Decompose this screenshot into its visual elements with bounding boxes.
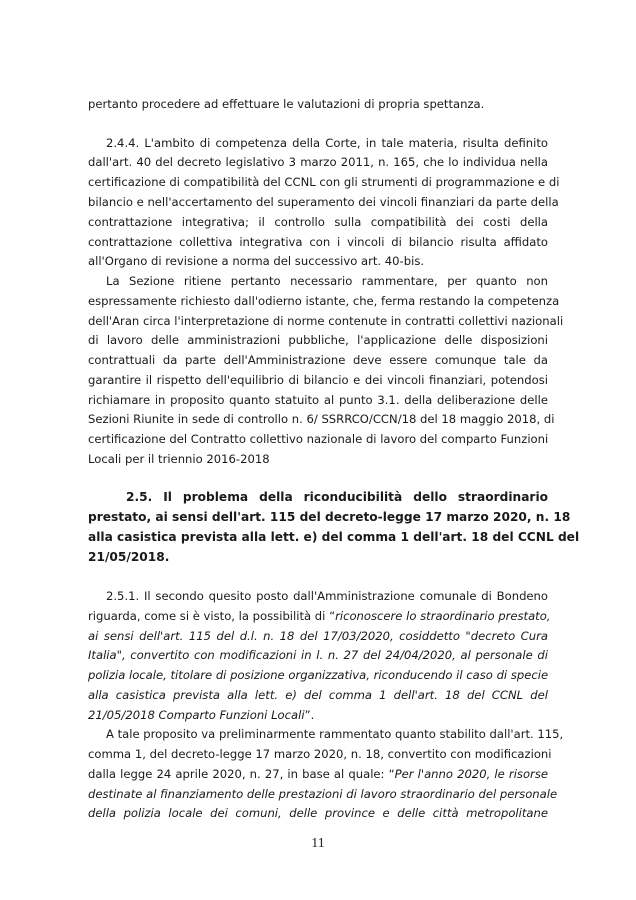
- heading-25-line-1: 2.5. Il problema della riconducibilità dello straordinario: [126, 490, 548, 504]
- para-sezione-line-2: espressamente richiesto dall'odierno istante, che, ferma restando la competenza: [88, 294, 560, 308]
- heading-25-line-4: 21/05/2018.: [88, 550, 170, 564]
- para-sezione-line-10: Locali per il triennio 2016-2018: [88, 452, 270, 466]
- para-sezione-line-4: di lavoro delle amministrazioni pubbliche, l'applicazione delle disposizioni: [88, 333, 548, 347]
- para-sezione-line-3: dell'Aran circa l'interpretazione di norme contenute in contratti collettivi nazionali: [88, 314, 564, 328]
- para-244-line-4: bilancio e nell'accertamento del superamento dei vincoli finanziari da parte della: [88, 195, 559, 209]
- para-sezione-line-5: contrattuali da parte dell'Amministrazione deve essere comunque tale da: [88, 353, 548, 367]
- para-251-line-4: Italia", convertito con modificazioni in l. n. 27 del 24/04/2020, al personale di: [88, 648, 548, 662]
- heading-25-line-3: alla casistica prevista alla lett. e) del comma 1 dell'art. 18 del CCNL del: [88, 530, 580, 544]
- para-tale-line-2: comma 1, del decreto-legge 17 marzo 2020, n. 18, convertito con modificazioni: [88, 747, 552, 761]
- para-sezione-line-7: richiamare in proposito quanto statuito al punto 3.1. della deliberazione delle: [88, 393, 548, 407]
- para-251-line-6: alla casistica prevista alla lett. e) del comma 1 dell'art. 18 del CCNL del: [88, 688, 548, 702]
- para-sezione-line-9: certificazione del Contratto collettivo nazionale di lavoro del comparto Funzioni: [88, 432, 549, 446]
- para-244-line-5: contrattazione integrativa; il controllo sulla compatibilità dei costi della: [88, 215, 548, 229]
- para-244-line-1: 2.4.4. L'ambito di competenza della Corte, in tale materia, risulta definito: [106, 136, 548, 150]
- para-251-line-5: polizia locale, titolare di posizione organizzativa, riconducendo il caso di specie: [88, 668, 549, 682]
- para-tale-line-3: dalla legge 24 aprile 2020, n. 27, in base al quale: “Per l'anno 2020, le risorse: [88, 767, 548, 781]
- para-244-line-2: dall'art. 40 del decreto legislativo 3 marzo 2011, n. 165, che lo individua nella: [88, 155, 548, 169]
- para-tale-line-5: della polizia locale dei comuni, delle province e delle città metropolitane: [88, 806, 548, 820]
- heading-25-line-2: prestato, ai sensi dell'art. 115 del decreto-legge 17 marzo 2020, n. 18: [88, 510, 571, 524]
- intro-line: pertanto procedere ad effettuare le valutazioni di propria spettanza.: [88, 97, 485, 111]
- para-251-line-2: riguarda, come si è visto, la possibilità di “riconoscere lo straordinario prestato,: [88, 609, 551, 623]
- para-tale-line-1: A tale proposito va preliminarmente rammentato quanto stabilito dall'art. 115,: [106, 727, 564, 741]
- para-244-line-6: contrattazione collettiva integrativa con i vincoli di bilancio risulta affidato: [88, 235, 548, 249]
- para-251-line-7: 21/05/2018 Comparto Funzioni Locali”.: [88, 708, 315, 722]
- para-sezione-line-6: garantire il rispetto dell'equilibrio di bilancio e dei vincoli finanziari, potendosi: [88, 373, 548, 387]
- para-tale-line-4: destinate al finanziamento delle prestazioni di lavoro straordinario del personale: [88, 787, 558, 801]
- para-sezione-line-1: La Sezione ritiene pertanto necessario rammentare, per quanto non: [106, 274, 548, 288]
- para-251-line-3: ai sensi dell'art. 115 del d.l. n. 18 del 17/03/2020, cosiddetto "decreto Cura: [88, 629, 548, 643]
- para-251-line-1: 2.5.1. Il secondo quesito posto dall'Amministrazione comunale di Bondeno: [106, 589, 548, 603]
- para-244-line-7: all'Organo di revisione a norma del successivo art. 40-bis.: [88, 254, 425, 268]
- page-number: 11: [311, 836, 325, 851]
- para-244-line-3: certificazione di compatibilità del CCNL con gli strumenti di programmazione e di: [88, 175, 560, 189]
- para-sezione-line-8: Sezioni Riunite in sede di controllo n. 6/ SSRRCO/CCN/18 del 18 maggio 2018, di: [88, 412, 555, 426]
